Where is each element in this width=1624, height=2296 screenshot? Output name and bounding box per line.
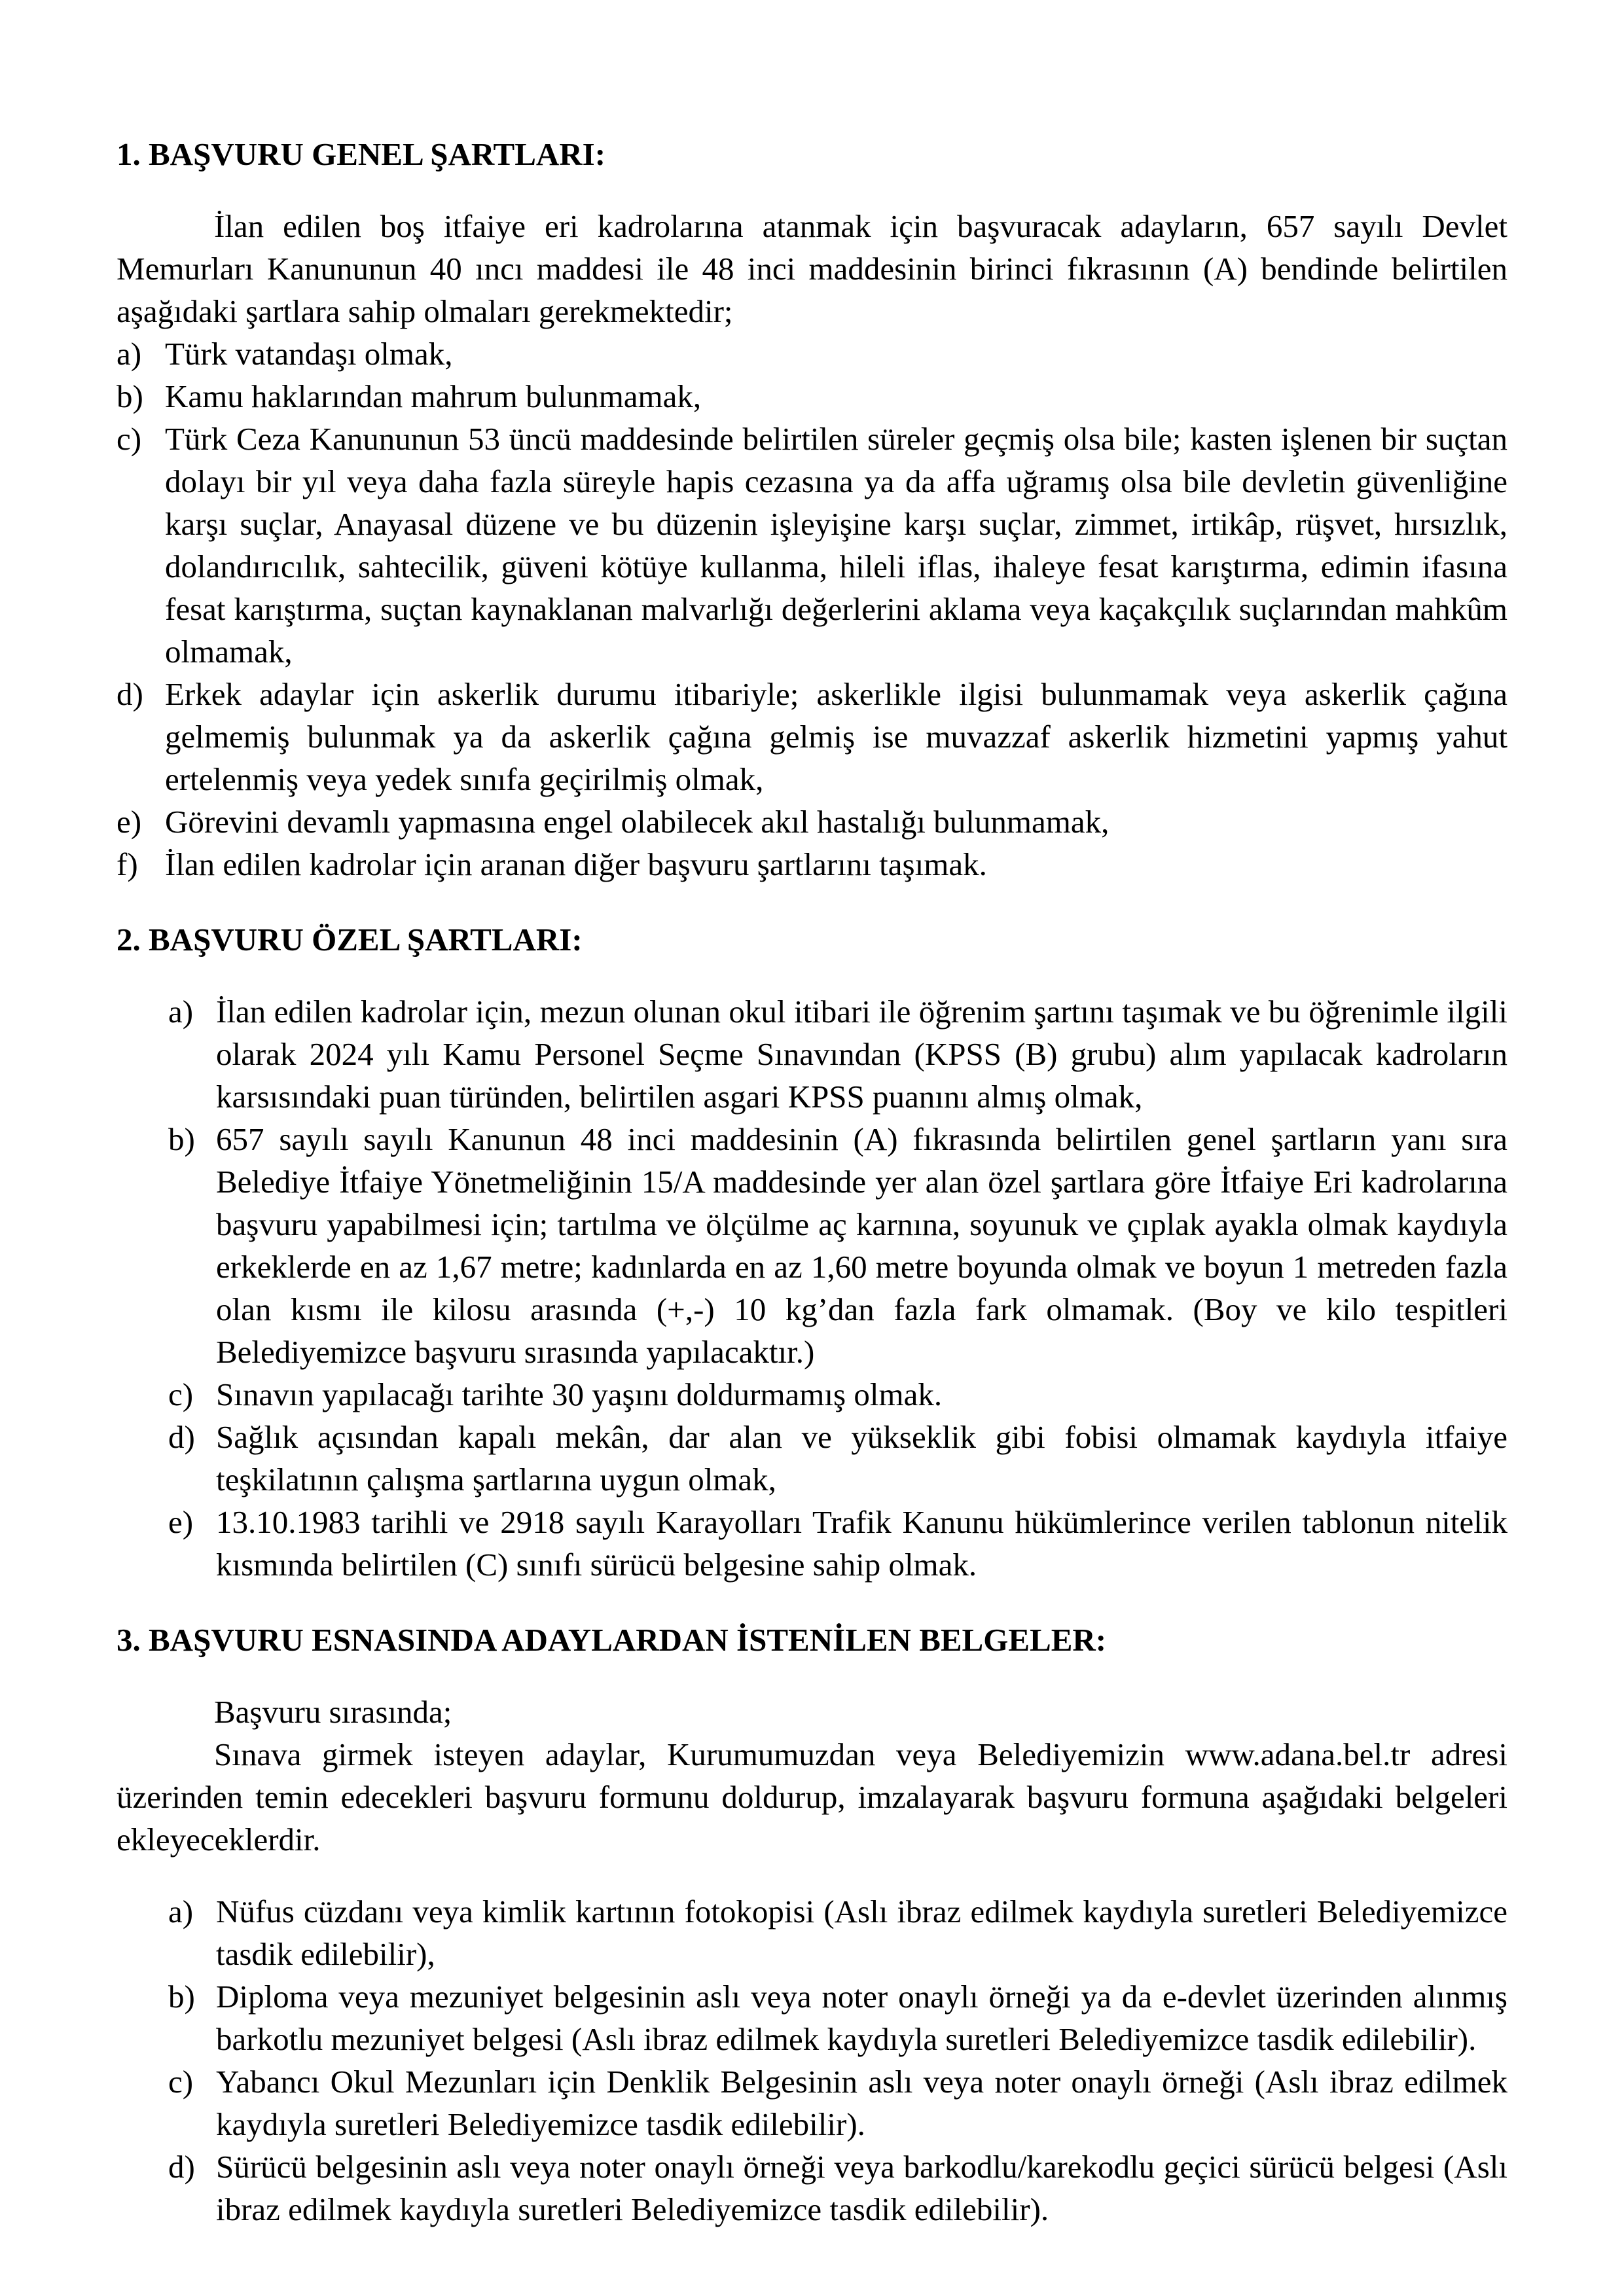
list-item	[117, 1890, 1507, 1975]
list-item-text: Sağlık açısından kapalı mekân, dar alan ve yükseklik gibi fobisi olmamak kaydıyla itfaiye teşkilatının çalışma şartlarına uygun olmak,	[216, 1419, 1507, 1498]
section-2-list	[117, 990, 1507, 1586]
list-item-marker: b)	[117, 378, 143, 414]
list-item-marker: a)	[168, 994, 194, 1030]
list-item-text: Diploma veya mezuniyet belgesinin aslı veya noter onaylı örneği ya da e-devlet üzerinden alınmış barkotlu mezuniyet belgesi (Aslı ibraz edilmek kaydıyla suretleri Belediyemizce tasdik edilebilir).	[216, 1979, 1507, 2057]
list-item-text: Erkek adaylar için askerlik durumu itibariyle; askerlikle ilgisi bulunmamak veya askerlik çağına gelmemiş bulunmak ya da askerlik çağına gelmiş ise muvazzaf askerlik hizmetini yapmış yahut ertelenmiş veya yedek sınıfa geçirilmiş olmak,	[165, 676, 1507, 797]
section-2-heading: 2. BAŞVURU ÖZEL ŞARTLARI:	[117, 922, 583, 958]
list-item	[117, 990, 1507, 1118]
section-1-heading: 1. BAŞVURU GENEL ŞARTLARI:	[117, 136, 606, 172]
list-item-marker: c)	[168, 2064, 194, 2100]
section-1-list	[117, 332, 1507, 886]
list-item-marker: d)	[168, 1419, 195, 1455]
list-item-text: İlan edilen kadrolar için aranan diğer başvuru şartlarını taşımak.	[165, 846, 987, 882]
list-item	[117, 800, 1507, 843]
list-item-text: Görevini devamlı yapmasına engel olabilecek akıl hastalığı bulunmamak,	[165, 804, 1110, 840]
section-3-list	[117, 1890, 1507, 2231]
list-item-marker: a)	[168, 1893, 194, 1929]
list-item	[117, 673, 1507, 800]
list-item-text: Sınavın yapılacağı tarihte 30 yaşını doldurmamış olmak.	[216, 1376, 943, 1412]
list-item	[117, 1501, 1507, 1586]
list-item-marker: d)	[117, 676, 143, 712]
list-item-marker: e)	[117, 804, 142, 840]
list-item	[117, 2060, 1507, 2145]
list-item-marker: b)	[168, 1979, 195, 2015]
list-item-text: Yabancı Okul Mezunları için Denklik Belgesinin aslı veya noter onaylı örneği (Aslı ibraz edilmek kaydıyla suretleri Belediyemizce tasdik edilebilir).	[216, 2064, 1507, 2142]
list-item-text: 657 sayılı sayılı Kanunun 48 inci maddesinin (A) fıkrasında belirtilen genel şartların yanı sıra Belediye İtfaiye Yönetmeliğinin 15/A maddesinde yer alan özel şartlara göre İtfaiye Eri kadrolarına başvuru yapabilmesi için; tartılma ve ölçülme aç karnına, soyunuk ve çıplak ayakla olmak kaydıyla erkeklerde en az 1,67 metre; kadınlarda en az 1,60 metre boyunda olmak ve boyun 1 metreden fazla olan kısmı ile kilosu arasında (+,-) 10 kg’dan fazla fark olmamak. (Boy ve kilo tespitleri Belediyemizce başvuru sırasında yapılacaktır.)	[216, 1121, 1507, 1370]
list-item-text: Nüfus cüzdanı veya kimlik kartının fotokopisi (Aslı ibraz edilmek kaydıyla suretleri Belediyemizce tasdik edilebilir),	[216, 1893, 1507, 1972]
list-item-marker: d)	[168, 2149, 195, 2185]
section-1-intro: İlan edilen boş itfaiye eri kadrolarına atanmak için başvuracak adayların, 657 sayılı Devlet Memurları Kanununun 40 ıncı maddesi ile 48 inci maddesinin birinci fıkrasının (A) bendinde belirtilen aşağıdaki şartlara sahip olmaları gerekmektedir;	[117, 208, 1507, 329]
list-item	[117, 1975, 1507, 2060]
list-item	[117, 1416, 1507, 1501]
section-3-intro-lead: Başvuru sırasında;	[214, 1694, 452, 1730]
list-item-marker: c)	[117, 421, 142, 457]
list-item	[117, 1118, 1507, 1373]
section-3-intro: Sınava girmek isteyen adaylar, Kurumumuzdan veya Belediyemizin www.adana.bel.tr adresi üzerinden temin edecekleri başvuru formunu doldurup, imzalayarak başvuru formuna aşağıdaki belgeleri ekleyeceklerdir.	[117, 1736, 1507, 1857]
list-item	[117, 332, 1507, 375]
list-item-marker: a)	[117, 336, 142, 372]
list-item-marker: e)	[168, 1504, 194, 1540]
list-item-text: Türk vatandaşı olmak,	[165, 336, 453, 372]
list-item	[117, 375, 1507, 418]
list-item-marker: b)	[168, 1121, 195, 1157]
list-item-text: Türk Ceza Kanununun 53 üncü maddesinde belirtilen süreler geçmiş olsa bile; kasten işlenen bir suçtan dolayı bir yıl veya daha fazla süreyle hapis cezasına ya da affa uğramış olsa bile devletin güvenliğine karşı suçlar, Anayasal düzene ve bu düzenin işleyişine karşı suçlar, zimmet, irtikâp, rüşvet, hırsızlık, dolandırıcılık, sahtecilik, güveni kötüye kullanma, hileli iflas, ihaleye fesat karıştırma, edimin ifasına fesat karıştırma, suçtan kaynaklanan malvarlığı değerlerini aklama veya kaçakçılık suçlarından mahkûm olmamak,	[165, 421, 1507, 670]
list-item	[117, 843, 1507, 886]
section-3-heading: 3. BAŞVURU ESNASINDA ADAYLARDAN İSTENİLEN BELGELER:	[117, 1622, 1107, 1658]
list-item	[117, 418, 1507, 673]
list-item-text: Kamu haklarından mahrum bulunmamak,	[165, 378, 702, 414]
list-item-text: 13.10.1983 tarihli ve 2918 sayılı Karayolları Trafik Kanunu hükümlerince verilen tablonun nitelik kısmında belirtilen (C) sınıfı sürücü belgesine sahip olmak.	[216, 1504, 1507, 1583]
list-item-text: Sürücü belgesinin aslı veya noter onaylı örneği veya barkodlu/karekodlu geçici sürücü belgesi (Aslı ibraz edilmek kaydıyla suretleri Belediyemizce tasdik edilebilir).	[216, 2149, 1507, 2227]
list-item-marker: f)	[117, 846, 138, 882]
list-item-text: İlan edilen kadrolar için, mezun olunan okul itibari ile öğrenim şartını taşımak ve bu öğrenimle ilgili olarak 2024 yılı Kamu Personel Seçme Sınavından (KPSS (B) grubu) alım yapılacak kadroların karsısındaki puan türünden, belirtilen asgari KPSS puanını almış olmak,	[216, 994, 1507, 1115]
list-item-marker: c)	[168, 1376, 194, 1412]
list-item	[117, 2145, 1507, 2231]
list-item	[117, 1373, 1507, 1416]
